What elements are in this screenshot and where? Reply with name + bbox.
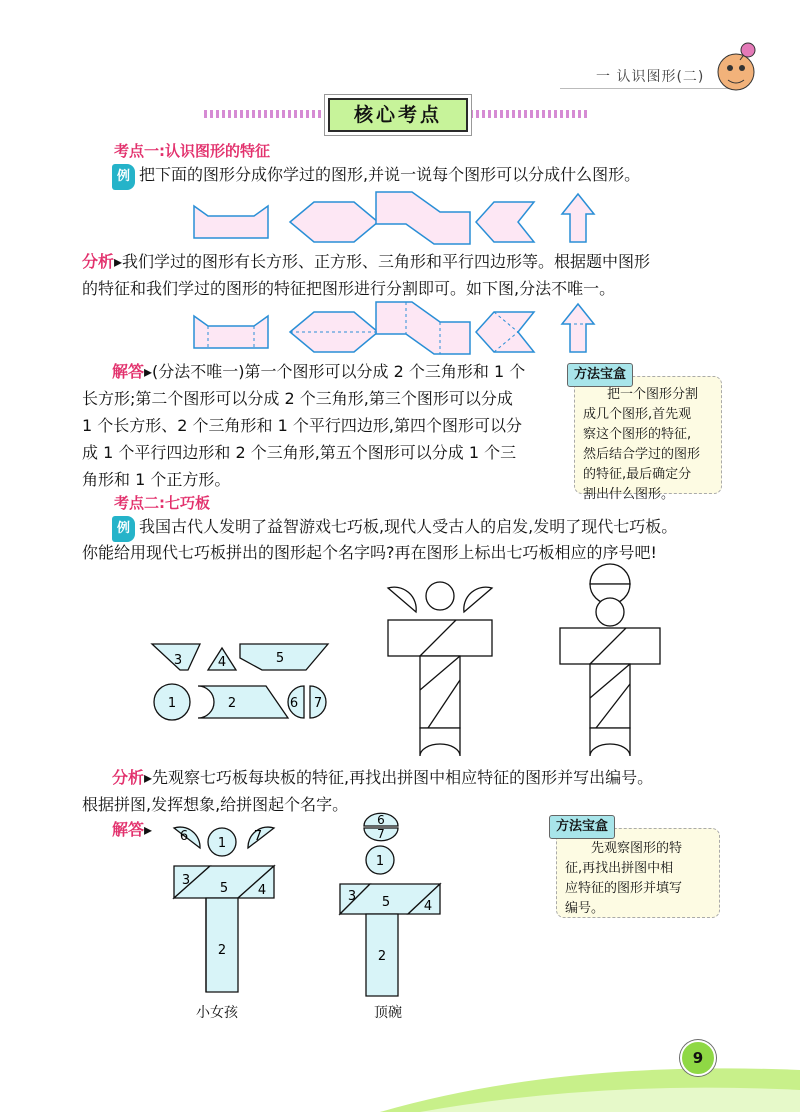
tangram-pieces xyxy=(140,636,340,728)
girl-label-5: 5 xyxy=(219,881,229,896)
bowl-label-3: 3 xyxy=(347,889,357,904)
kp2-example-line1: 我国古代人发明了益智游戏七巧板,现代人受古人的启发,发明了现代七巧板。 xyxy=(139,517,678,536)
kp1-answer-line5: 角形和 1 个正方形。 xyxy=(82,470,231,489)
shape-3 xyxy=(376,192,470,244)
girl-label-3: 3 xyxy=(181,873,191,888)
tip1-line3: 察这个图形的特征, xyxy=(583,427,692,442)
tip-box-2 xyxy=(556,819,720,918)
tip1-line5: 的特征,最后确定分 xyxy=(583,467,692,482)
kp1-example-text: 把下面的图形分成你学过的图形,并说一说每个图形可以分成什么图形。 xyxy=(139,165,641,184)
page-number: 9 xyxy=(680,1040,716,1076)
kp1-answer-line1: (分法不唯一)第一个图形可以分成 2 个三角形和 1 个 xyxy=(152,362,526,381)
title-decoration-left xyxy=(204,110,322,118)
kp1-analysis-line1: 我们学过的图形有长方形、正方形、三角形和平行四边形等。根据题中图形 xyxy=(122,252,651,271)
answer-label: 解答 xyxy=(112,362,145,381)
tip1-line4: 然后结合学过的图形 xyxy=(583,447,701,462)
piece-7-label: 7 xyxy=(313,696,323,711)
kp1-shapes-divided xyxy=(180,298,600,358)
bowl-label-2: 2 xyxy=(377,949,387,964)
puzzle-girl xyxy=(380,580,500,760)
kp2-analysis-line2: 根据拼图,发挥想象,给拼图起个名字。 xyxy=(82,795,349,814)
mascot-icon xyxy=(712,38,762,94)
answer-label-2: 解答 xyxy=(112,820,145,839)
tip1-line1: 把一个图形分割 xyxy=(607,387,699,402)
chapter-header: 一 认识图形(二) xyxy=(596,69,705,85)
tip-title-1: 方法宝盒 xyxy=(567,363,633,387)
tip2-line1: 先观察图形的特 xyxy=(591,841,683,856)
kp2-analysis-line1: 先观察七巧板每块板的特征,再找出拼图中相应特征的图形并写出编号。 xyxy=(152,768,654,787)
bowl-label-4: 4 xyxy=(423,899,433,914)
section-title: 核心考点 xyxy=(328,98,468,132)
kp1-answer-line4: 成 1 个平行四边形和 2 个三角形,第五个图形可以分成 1 个三 xyxy=(82,443,517,462)
piece-2-label: 2 xyxy=(227,696,237,711)
girl-label-7: 7 xyxy=(253,829,263,844)
analysis-label-2: 分析 xyxy=(112,768,145,787)
kp2-title: 考点二:七巧板 xyxy=(114,494,210,512)
kp1-answer-line2: 长方形;第二个图形可以分成 2 个三角形,第三个图形可以分成 xyxy=(82,389,513,408)
shape-4 xyxy=(476,202,534,242)
kp1-shapes-original xyxy=(180,188,600,248)
kp1-answer-line3: 1 个长方形、2 个三角形和 1 个平行四边形,第四个图形可以分 xyxy=(82,416,522,435)
piece-1-label: 1 xyxy=(167,696,177,711)
tip-title-2: 方法宝盒 xyxy=(549,815,615,839)
kp1-analysis-line2: 的特征和我们学过的图形的特征把图形进行分割即可。如下图,分法不唯一。 xyxy=(82,279,616,298)
girl-label-4: 4 xyxy=(257,883,267,898)
tip-box-1 xyxy=(574,367,722,502)
tip2-line4: 编号。 xyxy=(565,901,605,916)
tip2-line3: 应特征的图形并填写 xyxy=(565,881,683,896)
piece-4-label: 4 xyxy=(217,655,227,670)
answer-girl xyxy=(170,822,280,1002)
bowl-label-5: 5 xyxy=(381,895,391,910)
title-decoration-right xyxy=(470,110,588,118)
name-girl: 小女孩 xyxy=(196,1005,238,1021)
tip1-line6: 割出什么图形。 xyxy=(583,487,675,502)
puzzle-bowl xyxy=(556,560,666,760)
bowl-label-6: 6 xyxy=(377,813,385,827)
shape-5 xyxy=(562,194,594,242)
tip1-line2: 成几个图形,首先观 xyxy=(583,407,692,422)
shape-1 xyxy=(194,206,268,238)
footer-wave xyxy=(0,1040,800,1112)
piece-3-label: 3 xyxy=(173,653,183,668)
example-tag: 例 xyxy=(112,164,135,190)
girl-label-6: 6 xyxy=(179,829,189,844)
girl-label-2: 2 xyxy=(217,943,227,958)
example-tag-2: 例 xyxy=(112,516,135,542)
piece-6-label: 6 xyxy=(289,696,299,711)
tip2-line2: 征,再找出拼图中相 xyxy=(565,861,674,876)
piece-5-label: 5 xyxy=(275,651,285,666)
girl-label-1: 1 xyxy=(217,836,227,851)
kp1-title: 考点一:认识图形的特征 xyxy=(114,142,270,160)
kp2-example-line2: 你能给用现代七巧板拼出的图形起个名字吗?再在图形上标出七巧板相应的序号吧! xyxy=(82,543,657,562)
analysis-label: 分析 xyxy=(82,252,115,271)
answer-bowl xyxy=(336,810,446,1002)
shape-2 xyxy=(290,202,378,242)
name-bowl: 顶碗 xyxy=(374,1005,402,1021)
bowl-label-1: 1 xyxy=(375,854,385,869)
bowl-label-7: 7 xyxy=(377,827,385,841)
